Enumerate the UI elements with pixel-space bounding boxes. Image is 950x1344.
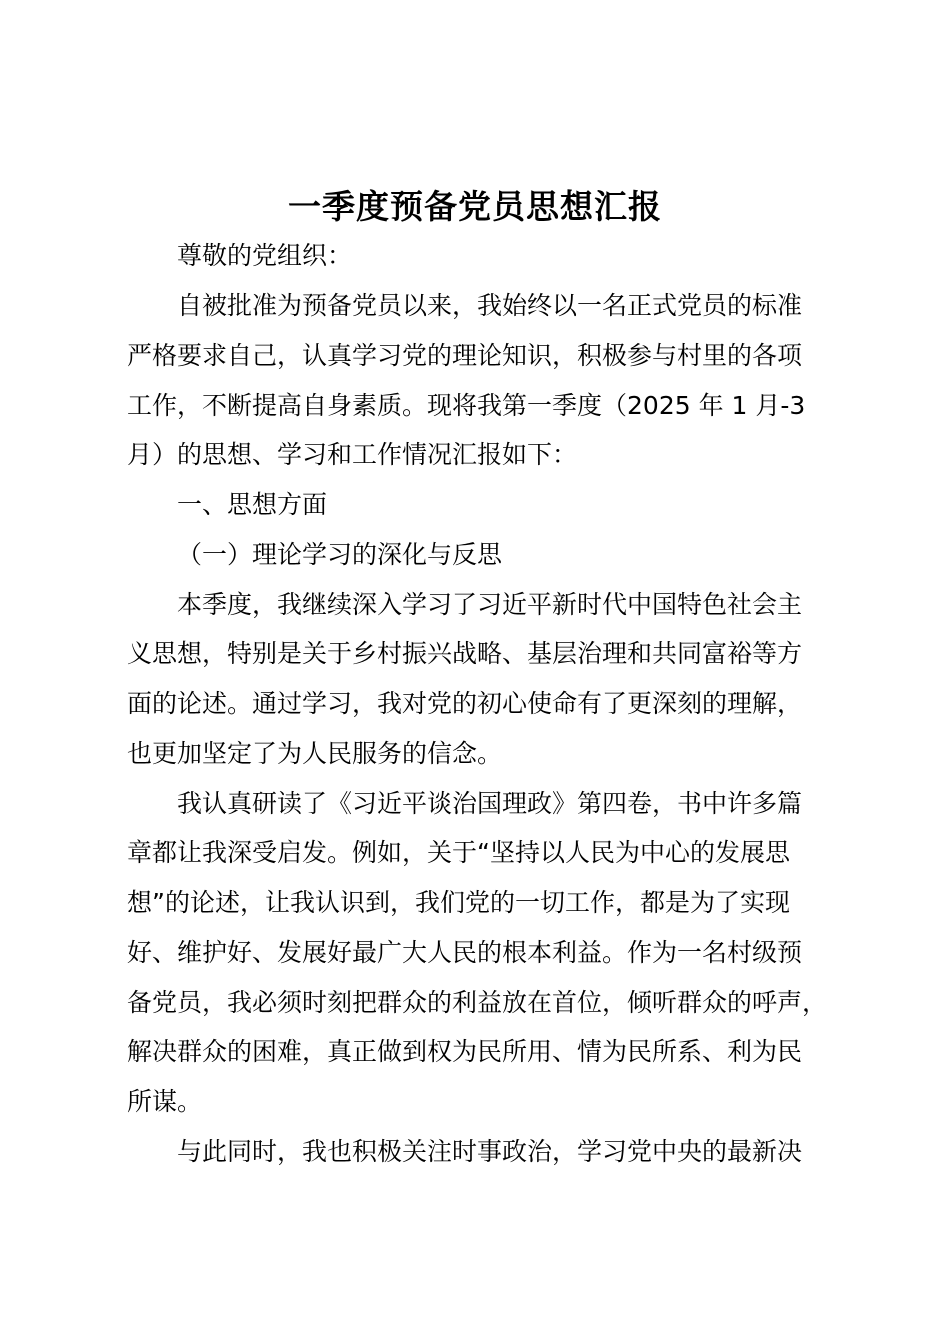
paragraph-line: 好、维护好、发展好最广大人民的根本利益。作为一名村级预 xyxy=(127,938,803,967)
document-title: 一季度预备党员思想汇报 xyxy=(288,187,662,226)
paragraph-line: 严格要求自己，认真学习党的理论知识，积极参与村里的各项 xyxy=(127,341,803,370)
paragraph-line: 月）的思想、学习和工作情况汇报如下： xyxy=(127,440,578,469)
salutation: 尊敬的党组织： xyxy=(177,241,353,270)
paragraph-line: 本季度，我继续深入学习了习近平新时代中国特色社会主 xyxy=(177,590,803,619)
paragraph-line: 也更加坚定了为人民服务的信念。 xyxy=(127,739,503,768)
paragraph-line: 解决群众的困难，真正做到权为民所用、情为民所系、利为民 xyxy=(127,1037,803,1066)
paragraph-line: 面的论述。通过学习，我对党的初心使命有了更深刻的理解， xyxy=(127,689,803,718)
paragraph-line: 义思想，特别是关于乡村振兴战略、基层治理和共同富裕等方 xyxy=(127,639,803,668)
paragraph-line: 我认真研读了《习近平谈治国理政》第四卷，书中许多篇 xyxy=(177,789,803,818)
section-heading: 一、思想方面 xyxy=(177,490,328,519)
paragraph-line: 与此同时，我也积极关注时事政治，学习党中央的最新决 xyxy=(177,1137,803,1166)
paragraph-line: 想”的论述，让我认识到，我们党的一切工作，都是为了实现 xyxy=(127,888,790,917)
paragraph-line: 所谋。 xyxy=(127,1087,203,1116)
paragraph-line: 工作，不断提高自身素质。现将我第一季度（2025 年 1 月-3 xyxy=(127,391,806,420)
paragraph-line: 自被批准为预备党员以来，我始终以一名正式党员的标准 xyxy=(177,291,803,320)
paragraph-line: 备党员，我必须时刻把群众的利益放在首位，倾听群众的呼声， xyxy=(127,988,828,1017)
paragraph-line: 章都让我深受启发。例如，关于“坚持以人民为中心的发展思 xyxy=(127,838,790,867)
subsection-heading: （一）理论学习的深化与反思 xyxy=(177,540,503,569)
